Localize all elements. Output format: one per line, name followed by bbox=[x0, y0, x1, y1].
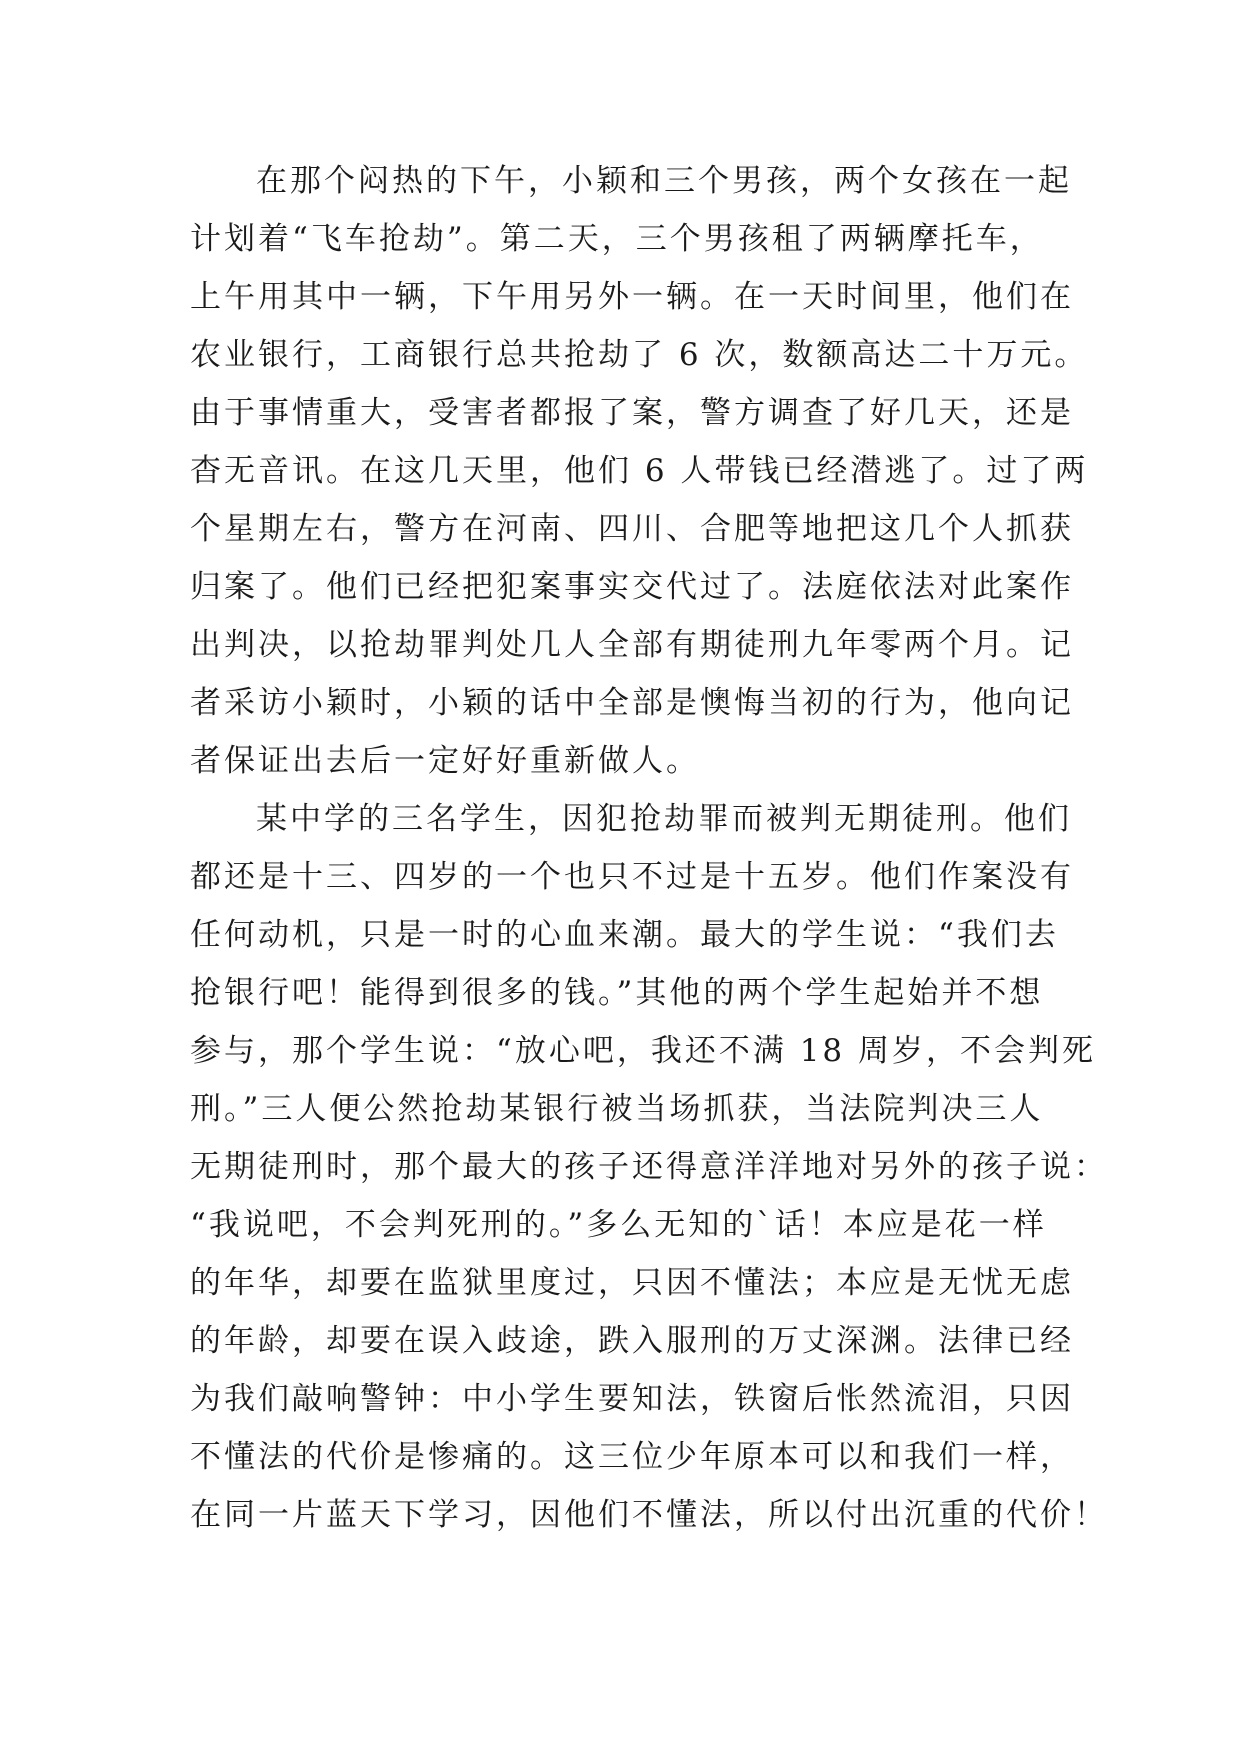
text-line: 某中学的三名学生，因犯抢劫罪而被判无期徒刑。他们 bbox=[256, 801, 1072, 837]
text-line: 都还是十三、四岁的一个也只不过是十五岁。他们作案没有 bbox=[190, 859, 1074, 895]
text-line: 不懂法的代价是惨痛的。这三位少年原本可以和我们一样， bbox=[190, 1439, 1074, 1475]
text-line: 在同一片蓝天下学习，因他们不懂法，所以付出沉重的代价！ bbox=[190, 1497, 1108, 1533]
text-line: 者采访小颖时，小颖的话中全部是懊悔当初的行为，他向记 bbox=[190, 685, 1074, 721]
text-line: 刑。”三人便公然抢劫某银行被当场抓获，当法院判决三人 bbox=[190, 1091, 1044, 1127]
text-line: 在那个闷热的下午，小颖和三个男孩，两个女孩在一起 bbox=[256, 163, 1072, 199]
text-line: 出判决，以抢劫罪判处几人全部有期徒刑九年零两个月。记 bbox=[190, 627, 1074, 663]
text-line: 抢银行吧！能得到很多的钱。”其他的两个学生起始并不想 bbox=[190, 975, 1044, 1011]
text-line: 农业银行，工商银行总共抢劫了 6 次，数额高达二十万元。 bbox=[190, 337, 1089, 373]
paragraph-2 bbox=[190, 790, 1108, 1544]
text-line: 的年华，却要在监狱里度过，只因不懂法；本应是无忧无虑 bbox=[190, 1265, 1074, 1301]
text-line: 杳无音讯。在这几天里，他们 6 人带钱已经潜逃了。过了两 bbox=[190, 453, 1089, 489]
text-line: 为我们敲响警钟：中小学生要知法，铁窗后怅然流泪，只因 bbox=[190, 1381, 1074, 1417]
text-line: 的年龄，却要在误入歧途，跌入服刑的万丈深渊。法律已经 bbox=[190, 1323, 1074, 1359]
paragraph-1 bbox=[190, 152, 1089, 790]
text-line: 计划着“飞车抢劫”。第二天，三个男孩租了两辆摩托车， bbox=[190, 221, 1044, 257]
text-line: 个星期左右，警方在河南、四川、合肥等地把这几个人抓获 bbox=[190, 511, 1074, 547]
text-line: 归案了。他们已经把犯案事实交代过了。法庭依法对此案作 bbox=[190, 569, 1074, 605]
text-line: 参与，那个学生说：“放心吧，我还不满 18 周岁，不会判死 bbox=[190, 1033, 1096, 1069]
text-line: 由于事情重大，受害者都报了案，警方调查了好几天，还是 bbox=[190, 395, 1074, 431]
text-line: 任何动机，只是一时的心血来潮。最大的学生说：“我们去 bbox=[190, 917, 1059, 953]
text-line: “我说吧，不会判死刑的。”多么无知的`话！本应是花一样 bbox=[190, 1207, 1047, 1243]
text-line: 者保证出去后一定好好重新做人。 bbox=[190, 743, 700, 779]
text-line: 无期徒刑时，那个最大的孩子还得意洋洋地对另外的孩子说： bbox=[190, 1149, 1108, 1185]
text-line: 上午用其中一辆，下午用另外一辆。在一天时间里，他们在 bbox=[190, 279, 1074, 315]
document-body bbox=[190, 152, 1108, 1544]
